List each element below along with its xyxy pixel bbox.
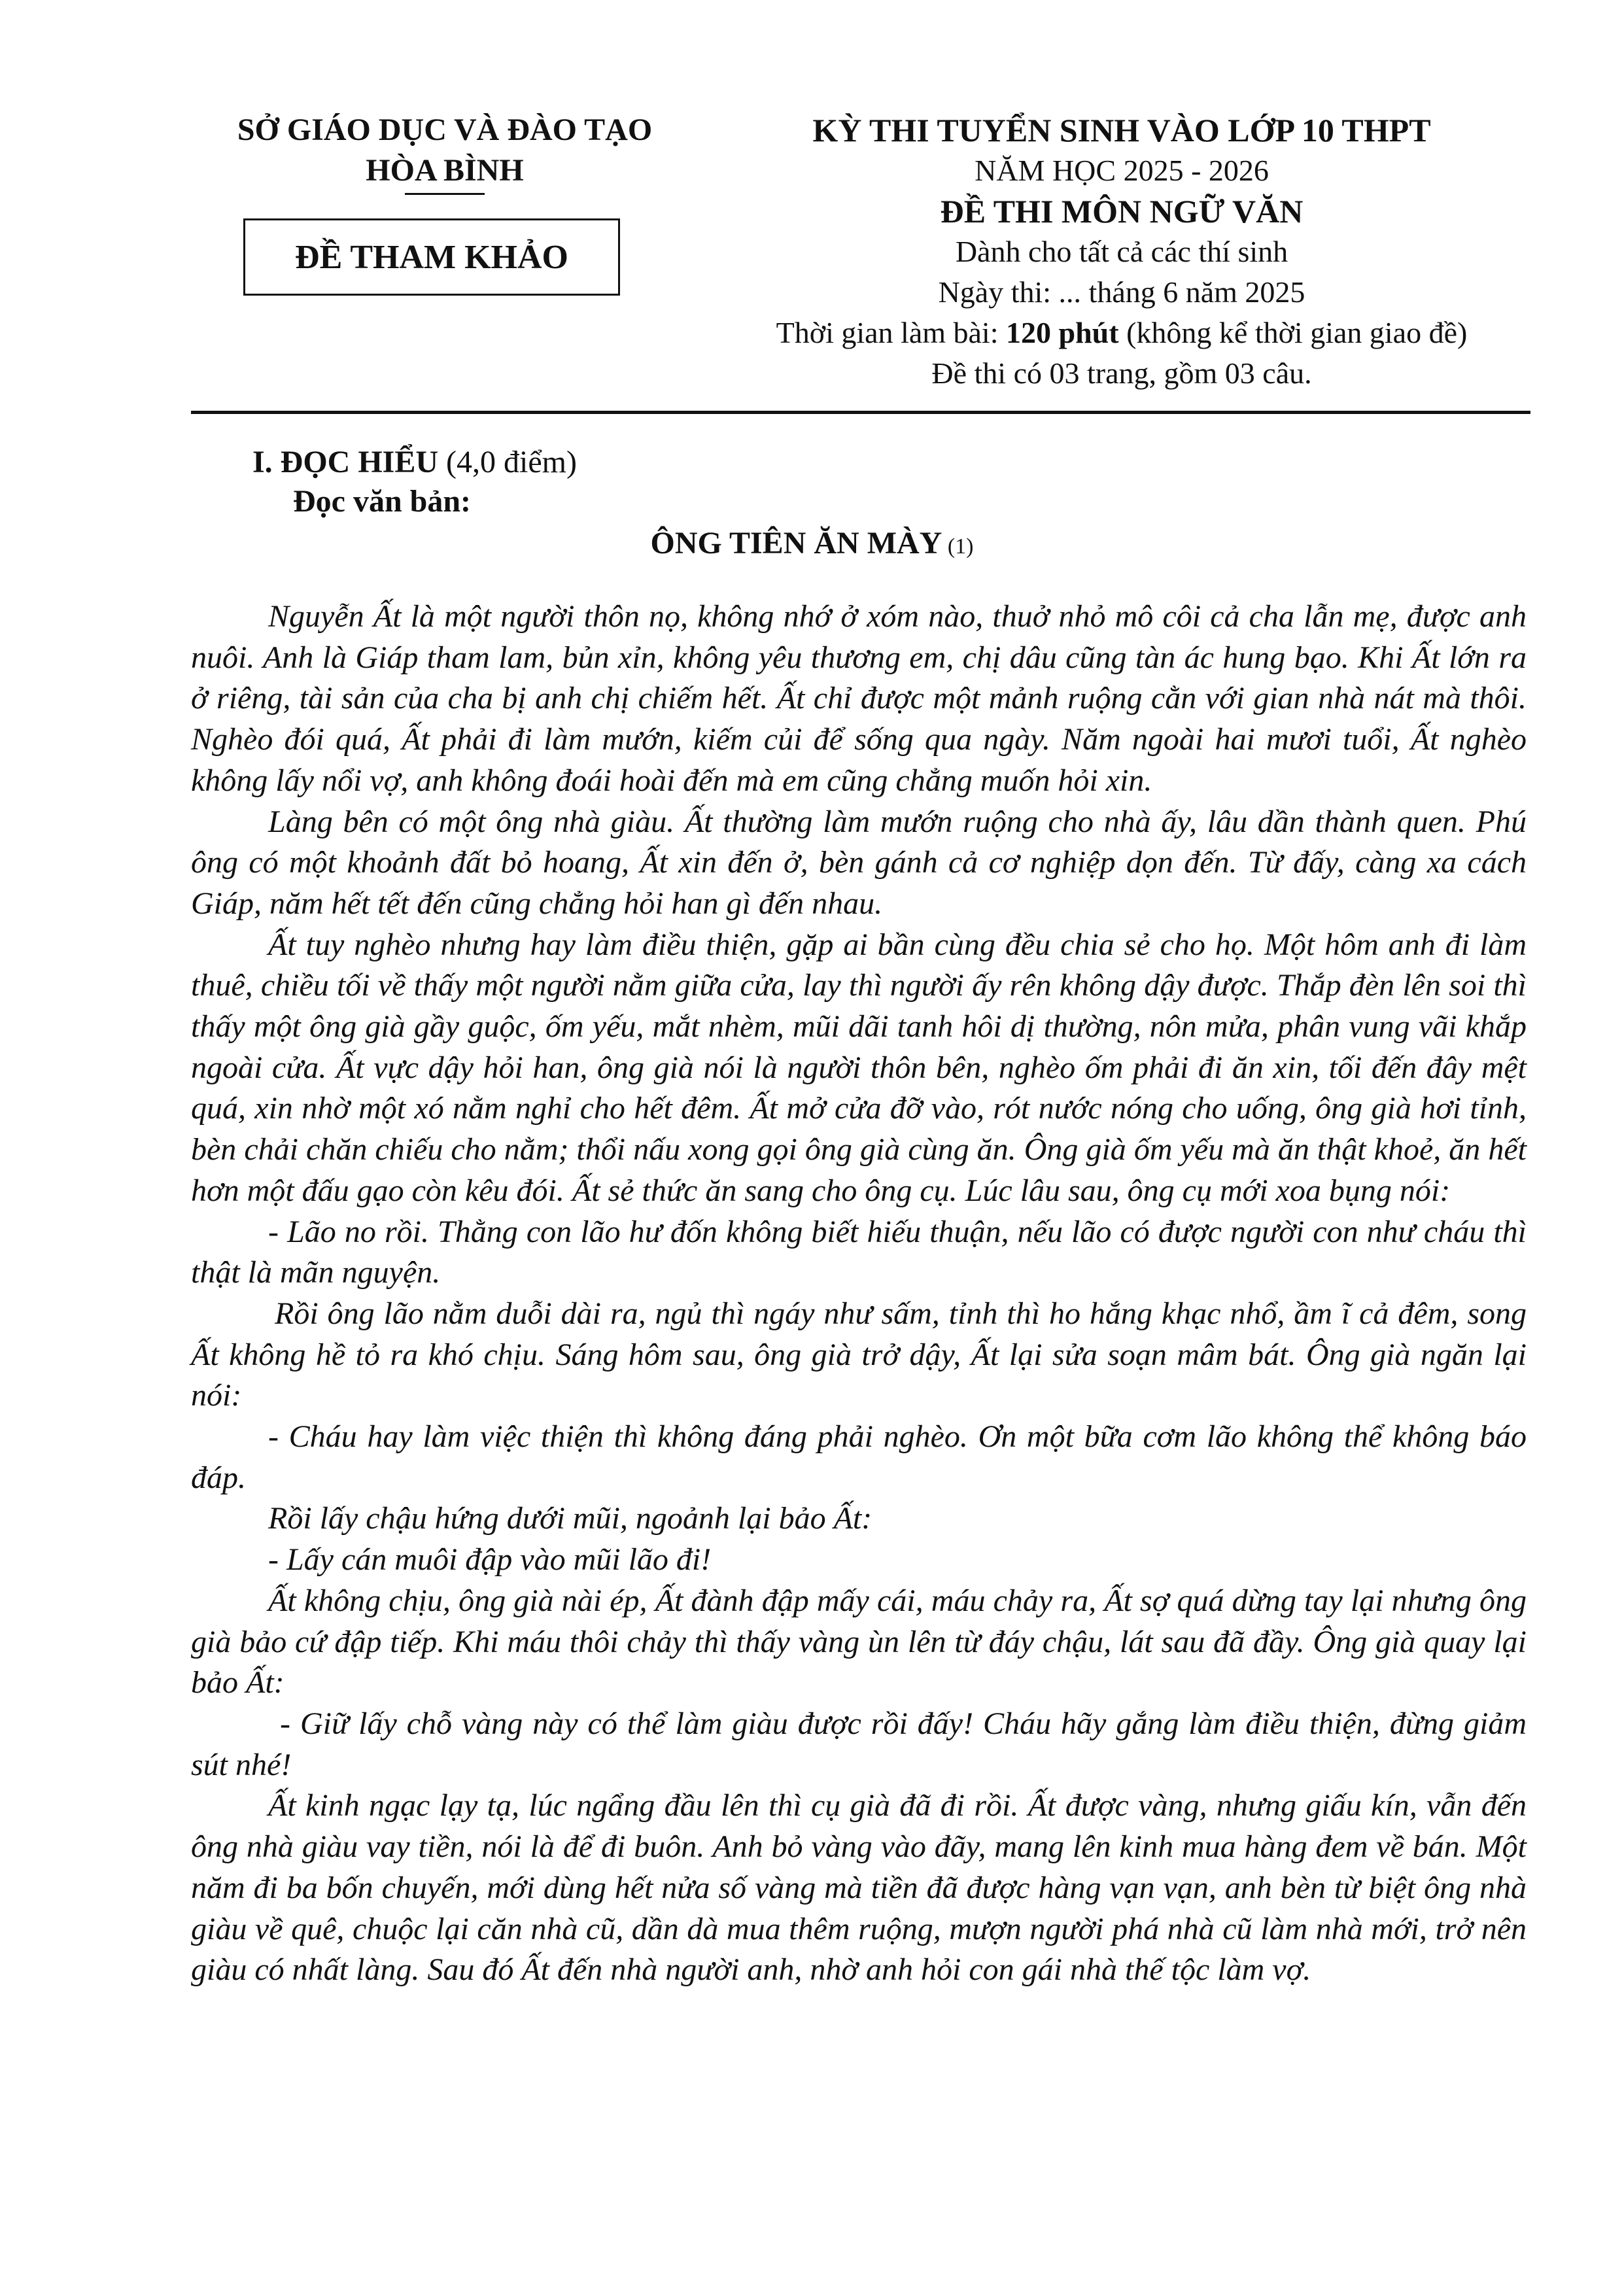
reference-exam-label: ĐỀ THAM KHẢO [295,238,568,276]
exam-duration [697,313,1547,353]
duration-suffix: (không kể thời gian giao đề) [1118,316,1468,349]
duration-prefix: Thời gian làm bài: [776,316,1006,349]
section-title: I. ĐỌC HIỂU [252,445,439,479]
story-body [191,596,1527,1991]
story-paragraph: - Lão no rồi. Thằng con lão hư đốn không biết hiếu thuận, nếu lão có được người con như cháu thì thật là mãn nguyện. [191,1214,1527,1290]
exam-title: KỲ THI TUYỂN SINH VÀO LỚP 10 THPT [812,112,1431,148]
section-points: (4,0 điểm) [438,445,577,479]
section-heading [252,442,577,483]
header-divider [191,411,1530,414]
exam-subject: ĐỀ THI MÔN NGỮ VĂN [940,193,1304,230]
story-paragraph: - Giữ lấy chỗ vàng này có thể làm giàu được rồi đấy! Cháu hãy gắng làm điều thiện, đừng giảm sút nhé! [191,1706,1527,1782]
story-paragraph: Nguyễn Ất là một người thôn nọ, không nhớ ở xóm nào, thuở nhỏ mô côi cả cha lẫn mẹ, được anh nuôi. Anh là Giáp tham lam, bủn xỉn, không yêu thương em, chị dâu cũng tàn ác hung bạo. Khi Ất lớn ra ở riêng, tài sản của cha bị anh chị chiếm hết. Ất chỉ được một mảnh ruộng cằn với gian nhà nát mà thôi. Nghèo đói quá, Ất phải đi làm mướn, kiếm củi để sống qua ngày. Năm ngoài hai mươi tuổi, Ất nghèo không lấy nổi vợ, anh không đoái hoài đến mà em cũng chẳng muốn hỏi xin. [191,599,1527,798]
story-paragraph: Rồi ông lão nằm duỗi dài ra, ngủ thì ngáy như sấm, tỉnh thì ho hắng khạc nhổ, ầm ĩ cả đêm, song Ất không hề tỏ ra khó chịu. Sáng hôm sau, ông già trở dậy, Ất lại sửa soạn mâm bát. Ông già ngăn lại nói: [191,1296,1527,1413]
story-title-text: ÔNG TIÊN ĂN MÀY [650,526,942,561]
duration-value: 120 phút [1006,316,1119,349]
section-instruction: Đọc văn bản: [293,484,472,519]
school-year: NĂM HỌC 2025 - 2026 [975,154,1269,187]
province-name [366,150,523,191]
reference-exam-box [243,218,620,296]
story-paragraph: - Lấy cán muôi đập vào mũi lão đi! [268,1542,712,1578]
story-paragraph: Rồi lấy chậu hứng dưới mũi, ngoảnh lại bảo Ất: [268,1501,872,1536]
exam-date: Ngày thi: ... tháng 6 năm 2025 [938,275,1305,309]
story-title [0,523,1624,567]
story-paragraph: Làng bên có một ông nhà giàu. Ất thường làm mướn ruộng cho nhà ấy, lâu dần thành quen. Phú ông có một khoảnh đất bỏ hoang, Ất xin đến ở, bèn gánh cả cơ nghiệp dọn đến. Từ đấy, càng xa cách Giáp, năm hết tết đến cũng chẳng hỏi han gì đến nhau. [191,804,1527,921]
province-name-text: HÒA BÌNH [366,153,524,188]
page-info: Đề thi có 03 trang, gồm 03 câu. [931,356,1312,390]
header-right [697,110,1547,394]
story-paragraph: - Cháu hay làm việc thiện thì không đáng phải nghèo. Ơn một bữa cơm lão không thể không báo đáp. [191,1419,1527,1495]
story-paragraph: Ất tuy nghèo nhưng hay làm điều thiện, gặp ai bần cùng đều chia sẻ cho họ. Một hôm anh đi làm thuê, chiều tối về thấy một người nằm giữa cửa, lay thì người ấy rên không dậy được. Thắp đèn lên soi thì thấy một ông già gầy guộc, ốm yếu, mắt nhèm, mũi dãi tanh hôi dị thường, nôn mửa, phân vung vãi khắp ngoài cửa. Ất vực dậy hỏi han, ông già nói là người thôn bên, nghèo ốm phải đi ăn xin, tối đến đây mệt quá, xin nhờ một xó nằm nghỉ cho hết đêm. Ất mở cửa đỡ vào, rót nước nóng cho uống, ông già hơi tỉnh, bèn chải chăn chiếu cho nằm; thổi nấu xong gọi ông già cùng ăn. Ông già ốm yếu mà ăn thật khoẻ, ăn hết hơn một đấu gạo còn kêu đói. Ất sẻ thức ăn sang cho ông cụ. Lúc lâu sau, ông cụ mới xoa bụng nói: [191,927,1527,1208]
exam-audience: Dành cho tất cả các thí sinh [955,235,1288,268]
province-underline [405,193,484,195]
header-left [196,110,693,191]
story-footnote-mark: (1) [942,534,974,559]
department-name: SỞ GIÁO DỤC VÀ ĐÀO TẠO [237,112,653,147]
story-paragraph: Ất kinh ngạc lạy tạ, lúc ngẩng đầu lên thì cụ già đã đi rồi. Ất được vàng, nhưng giấu kín, vẫn đến ông nhà giàu vay tiền, nói là để đi buôn. Anh bỏ vàng vào đãy, mang lên kinh mua hàng đem về bán. Một năm đi ba bốn chuyến, mới dùng hết nửa số vàng mà tiền đã được hàng vạn vạn, anh bèn từ biệt ông nhà giàu về quê, chuộc lại căn nhà cũ, dần dà mua thêm ruộng, mượn người phá nhà cũ làm nhà mới, trở nên giàu có nhất làng. Sau đó Ất đến nhà người anh, nhờ anh hỏi con gái nhà thế tộc làm vợ. [191,1788,1527,1988]
story-paragraph: Ất không chịu, ông già nài ép, Ất đành đập mấy cái, máu chảy ra, Ất sợ quá dừng tay lại nhưng ông già bảo cứ đập tiếp. Khi máu thôi chảy thì thấy vàng ùn lên từ đáy chậu, lát sau đã đầy. Ông già quay lại bảo Ất: [191,1583,1527,1700]
